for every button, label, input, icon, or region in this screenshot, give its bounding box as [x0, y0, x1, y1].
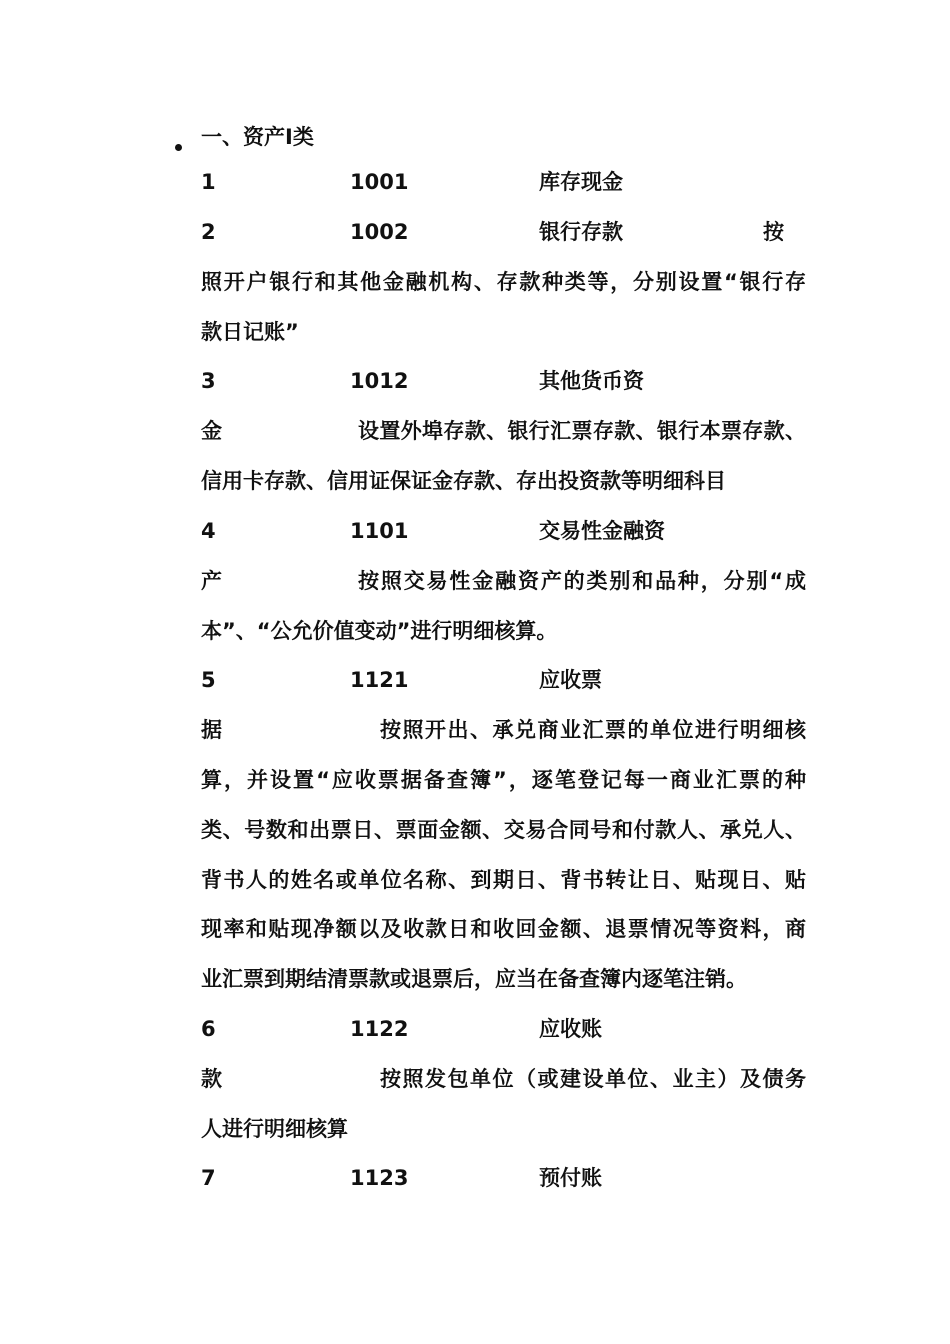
account-description: 类、号数和出票日、票面金额、交易合同号和付款人、承兑人、 — [201, 818, 806, 842]
account-code: 1001 — [350, 170, 409, 194]
account-code: 1101 — [350, 519, 409, 543]
account-description: 信用卡存款、信用证保证金存款、存出投资款等明细科目 — [201, 469, 726, 493]
account-description: 本”、“公允价值变动”进行明细核算。 — [201, 619, 558, 643]
account-number: 1 — [201, 170, 216, 194]
account-description: 按照交易性金融资产的类别和品种，分别“成 — [358, 569, 806, 593]
account-description: 照开户银行和其他金融机构、存款种类等，分别设置“银行存 — [201, 270, 806, 294]
account-name-continuation: 产 — [201, 569, 222, 593]
account-name-continuation: 金 — [201, 419, 222, 443]
account-number: 4 — [201, 519, 216, 543]
account-description: 算，并设置“应收票据备查簿”，逐笔登记每一商业汇票的种 — [201, 768, 806, 792]
account-code: 1012 — [350, 369, 409, 393]
account-number: 3 — [201, 369, 216, 393]
account-name-continuation: 款 — [201, 1067, 222, 1091]
account-description: 按 — [763, 220, 784, 244]
account-number: 6 — [201, 1017, 216, 1041]
account-number: 7 — [201, 1166, 216, 1190]
account-description: 现率和贴现净额以及收款日和收回金额、退票情况等资料，商 — [201, 917, 806, 941]
account-name: 其他货币资 — [539, 369, 644, 393]
account-name: 应收票 — [539, 668, 602, 692]
account-code: 1123 — [350, 1166, 409, 1190]
account-description: 业汇票到期结清票款或退票后，应当在备查簿内逐笔注销。 — [201, 967, 747, 991]
account-description: 背书人的姓名或单位名称、到期日、背书转让日、贴现日、贴 — [201, 868, 806, 892]
account-number: 5 — [201, 668, 216, 692]
account-name: 预付账 — [539, 1166, 602, 1190]
account-name-continuation: 据 — [201, 718, 222, 742]
section-heading: 一、资产Ⅰ类 — [201, 125, 314, 149]
account-description: 按照开出、承兑商业汇票的单位进行明细核 — [380, 718, 806, 742]
account-code: 1122 — [350, 1017, 409, 1041]
account-name: 应收账 — [539, 1017, 602, 1041]
account-description: 人进行明细核算 — [201, 1117, 348, 1141]
account-name: 库存现金 — [539, 170, 623, 194]
account-code: 1002 — [350, 220, 409, 244]
account-code: 1121 — [350, 668, 409, 692]
account-name: 交易性金融资 — [539, 519, 665, 543]
account-description: 设置外埠存款、银行汇票存款、银行本票存款、 — [358, 419, 806, 443]
account-description: 款日记账” — [201, 320, 299, 344]
account-description: 按照发包单位（或建设单位、业主）及债务 — [380, 1067, 806, 1091]
bullet-icon — [175, 144, 182, 151]
account-number: 2 — [201, 220, 216, 244]
account-name: 银行存款 — [539, 220, 623, 244]
